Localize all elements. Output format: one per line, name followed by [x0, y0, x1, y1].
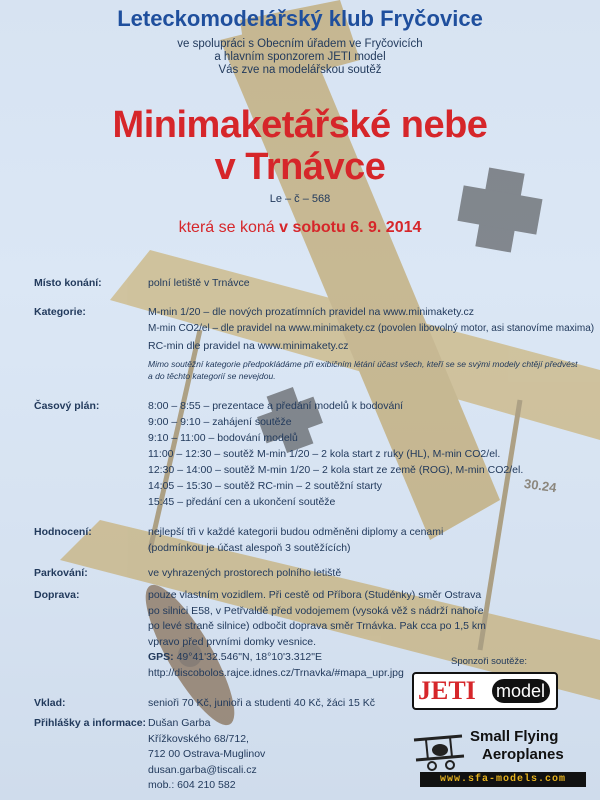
transport-label: Doprava: — [34, 589, 80, 601]
judging-line: (podmínkou je účast alespoň 3 soutěžících) — [148, 542, 351, 554]
jeti-model-logo — [412, 672, 558, 710]
schedule-item: 9:00 – 9:10 – zahájení soutěže — [148, 416, 292, 428]
date-prefix: která se koná — [178, 219, 280, 236]
venue-value: polní letiště v Trnávce — [148, 277, 250, 289]
gps-label: GPS: — [148, 651, 174, 663]
judging-line: nejlepší tři v každé kategorii budou odměněni diplomy a cenami — [148, 526, 444, 538]
event-title-line1: Minimaketářské nebe — [112, 104, 488, 146]
parking-label: Parkování: — [34, 567, 88, 579]
schedule-item: 12:30 – 14:00 – soutěž M-min 1/20 – 2 kola start ze země (ROG), M-min CO2/el. — [148, 464, 524, 476]
category-note: Mimo soutěžní kategorie předpokládáme při exibičním létání účast všech, kteří se se svými modely chtějí předvést — [148, 359, 578, 369]
sfa-line1: Small Flying — [470, 728, 559, 745]
fee-value: senioři 70 Kč, junioři a studenti 40 Kč, žáci 15 Kč — [148, 697, 376, 709]
transport-line: vpravo před prvními domky vesnice. — [148, 635, 317, 648]
category-line: M-min CO2/el – dle pravidel na www.minimakety.cz (povolen libovolný motor, asi stanovíme maxima) — [148, 323, 595, 334]
judging-label: Hodnocení: — [34, 526, 92, 538]
parking-value: ve vyhrazených prostorech polního letiště — [148, 567, 342, 579]
category-line: M-min 1/20 – dle nových prozatímních pravidel na www.minimakety.cz — [148, 306, 475, 318]
event-date — [0, 219, 600, 237]
contact-name: Dušan Garba — [148, 717, 211, 729]
schedule-item: 15:45 – předání cen a ukončení soutěže — [148, 496, 336, 508]
plane-marking: 30.24 — [523, 475, 558, 496]
sfa-line2: Aeroplanes — [482, 746, 564, 763]
contact-city: 712 00 Ostrava-Muglinov — [148, 748, 266, 760]
club-title: Leteckomodelářský klub Fryčovice — [117, 6, 483, 31]
event-code: Le – č – 568 — [269, 193, 331, 205]
map-link[interactable]: http://discobolos.rajce.idnes.cz/Trnavka/#mapa_upr.jpg — [148, 666, 404, 679]
biplane-icon — [410, 726, 470, 776]
intro-line: a hlavním sponzorem JETI model — [214, 51, 386, 63]
jeti-model-word: model — [496, 681, 546, 701]
schedule-label: Časový plán: — [34, 400, 100, 412]
contact-email[interactable]: dusan.garba@tiscali.cz — [148, 763, 257, 776]
date-value: v sobotu 6. 9. 2014 — [279, 219, 422, 236]
schedule-item: 8:00 – 8:55 – prezentace a předání modelů k bodování — [148, 400, 404, 412]
sfa-logo — [410, 726, 588, 790]
event-title-line2: v Trnávce — [214, 146, 386, 188]
registration-label: Přihlášky a informace: — [34, 717, 147, 729]
intro-line: ve spolupráci s Obecním úřadem ve Fryčovicích — [177, 38, 423, 50]
event-title — [0, 104, 600, 188]
schedule-item: 9:10 – 11:00 – bodování modelů — [148, 432, 298, 444]
transport-line: pouze vlastním vozidlem. Při cestě od Příbora (Studénky) směr Ostrava — [148, 589, 482, 601]
jeti-word: JETI — [418, 676, 476, 705]
sfa-url[interactable]: www.sfa-models.com — [420, 772, 586, 787]
gps-value: 49°41'32.546"N, 18°10'3.312"E — [173, 651, 322, 663]
contact-phone: mob.: 604 210 582 — [148, 779, 236, 791]
intro-line: Vás zve na modelářskou soutěž — [218, 64, 382, 76]
schedule-item: 11:00 – 12:30 – soutěž M-min 1/20 – 2 kola start z ruky (HL), M-min CO2/el. — [148, 448, 501, 460]
contact-street: Křížkovského 68/712, — [148, 732, 249, 745]
intro-text — [0, 38, 600, 77]
transport-line: po silnici E58, v Petřvaldě před vodojemem (vysoká věž s nádrží nahoře — [148, 604, 484, 617]
category-note: a do těchto kategorií se nevejdou. — [148, 371, 276, 381]
fee-label: Vklad: — [34, 697, 66, 709]
gps-line — [148, 650, 598, 666]
venue-label: Místo konání: — [34, 277, 102, 289]
transport-line: po levé straně silnice) odbočit doprava směr Trnávka. Pak cca po 1,5 km — [148, 620, 486, 632]
schedule-item: 14:05 – 15:30 – soutěž RC-min – 2 soutěžní starty — [148, 480, 383, 492]
sponsors-title: Sponzoři soutěže: — [451, 656, 528, 667]
category-line: RC-min dle pravidel na www.minimakety.cz — [148, 340, 349, 352]
categories-label: Kategorie: — [34, 306, 86, 318]
